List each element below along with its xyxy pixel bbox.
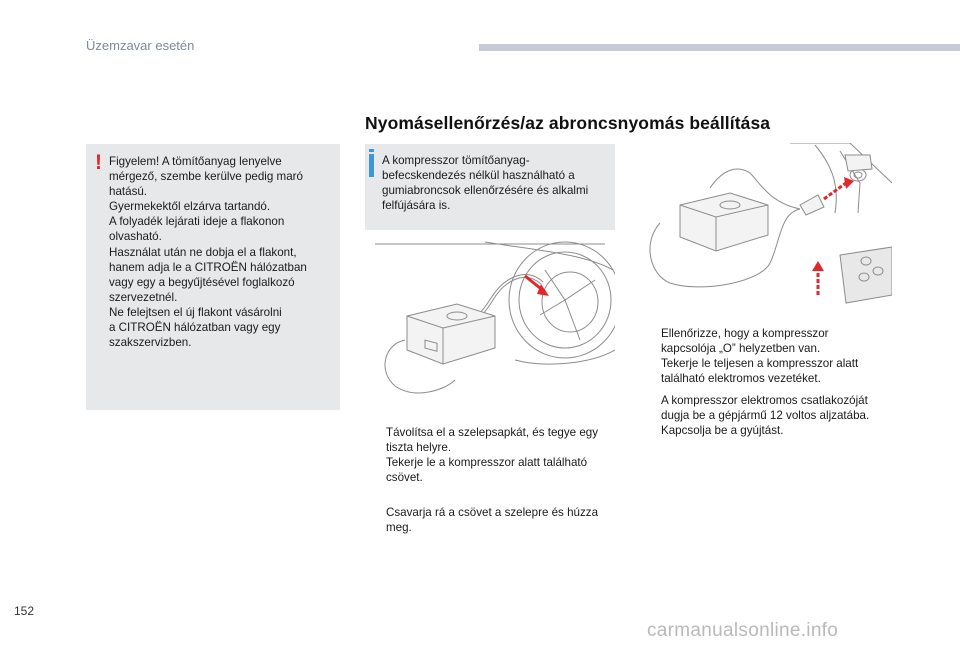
info-text: A kompresszor tömítőanyag- befecskendezés nélkül használható a gumiabroncsok ellenőrzésére és alkalmi felfújására is. <box>382 154 589 213</box>
header-bar <box>479 44 960 51</box>
watermark: carmanualsonline.info <box>647 620 839 641</box>
step-item: Csavarja rá a csövet a szelepre és húzza meg. <box>386 506 599 535</box>
warning-line: Használat után ne dobja el a flakont, hanem adja le a CITROËN hálózatban vagy egy a begyűjtésével foglalkozó szervezetnél. <box>109 245 307 304</box>
step-item: Ellenőrizze, hogy a kompresszor kapcsolója „O” helyzetben van. <box>661 327 829 356</box>
steps-middle-a <box>365 425 615 485</box>
warning-line: Figyelem! A tömítőanyag lenyelve mérgező, szembe kerülve pedig maró hatású. <box>109 155 303 199</box>
page-number: 152 <box>14 604 35 618</box>
warning-box <box>86 144 340 410</box>
compressor-socket-illustration <box>640 143 892 305</box>
warning-line: A folyadék lejárati ideje a flakonon olvasható. <box>109 215 285 244</box>
step-item: Kapcsolja be a gyújtást. <box>661 424 784 438</box>
warning-line: Gyermekektől elzárva tartandó. <box>109 200 271 214</box>
page-heading: Nyomásellenőrzés/az abroncsnyomás beállítása <box>365 113 771 133</box>
steps-right-a <box>640 326 900 386</box>
steps-right-b <box>640 393 900 438</box>
section-title: Üzemzavar esetén <box>86 38 195 53</box>
info-box <box>365 144 615 230</box>
info-icon <box>369 154 374 177</box>
step-item: Tekerje le teljesen a kompresszor alatt található elektromos vezetéket. <box>661 357 859 386</box>
warning-line: Ne felejtsen el új flakont vásárolni a CITROËN hálózatban vagy egy szakszervizben. <box>109 305 282 350</box>
compressor-tyre-illustration <box>365 240 615 402</box>
step-item: A kompresszor elektromos csatlakozóját dugja be a gépjármű 12 voltos aljzatába. <box>661 394 870 423</box>
warning-icon: ! <box>95 151 102 174</box>
step-item: Távolítsa el a szelepsapkát, és tegye egy tiszta helyre. <box>386 426 599 455</box>
step-item: Tekerje le a kompresszor alatt található csövet. <box>386 456 588 485</box>
steps-middle-b <box>365 505 615 535</box>
warning-text <box>109 154 331 350</box>
